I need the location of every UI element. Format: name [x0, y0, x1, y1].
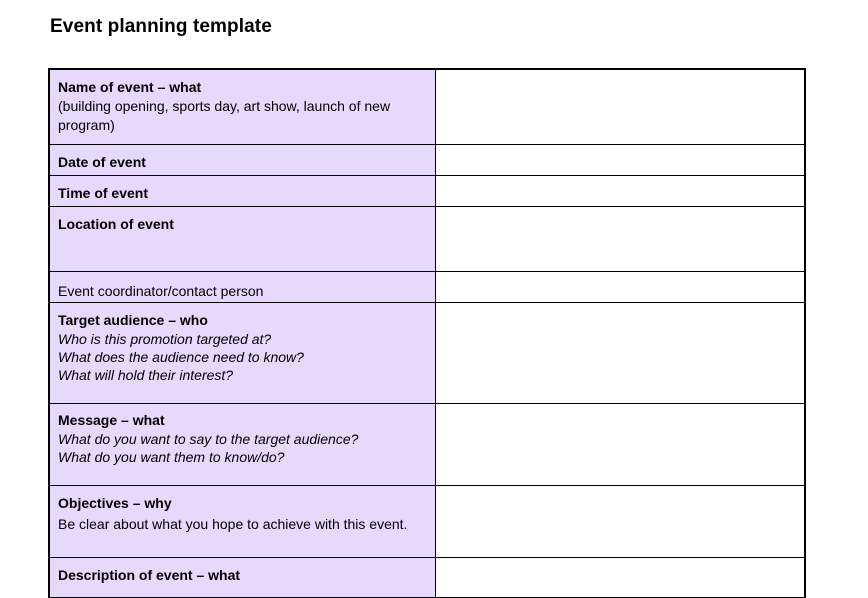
row-description: Be clear about what you hope to achieve with this event.: [58, 515, 408, 532]
table-row: [49, 206, 805, 271]
document-title: Event planning template: [50, 16, 272, 37]
answer-cell-target-audience[interactable]: [435, 302, 805, 403]
label-cell-event-coordinator: [49, 271, 435, 302]
answer-cell-location-of-event[interactable]: [435, 206, 805, 271]
label-cell-objectives: [49, 485, 435, 557]
table-row: [49, 69, 805, 144]
table-row: [49, 302, 805, 403]
answer-cell-time-of-event[interactable]: [435, 175, 805, 206]
label-cell-date-of-event: [49, 144, 435, 175]
row-title: Target audience – who: [58, 311, 208, 328]
answer-cell-name-of-event[interactable]: [435, 69, 805, 144]
label-cell-time-of-event: [49, 175, 435, 206]
row-title: Location of event: [58, 215, 174, 232]
event-planning-table: [48, 68, 806, 598]
row-prompt: What does the audience need to know?: [58, 348, 304, 365]
answer-cell-event-coordinator[interactable]: [435, 271, 805, 302]
row-prompt: What do you want them to know/do?: [58, 448, 285, 465]
label-cell-name-of-event: [49, 69, 435, 144]
table-row: [49, 485, 805, 557]
label-cell-message: [49, 403, 435, 485]
table-row: [49, 144, 805, 175]
label-cell-target-audience: [49, 302, 435, 403]
table-row: [49, 557, 805, 597]
row-title: Objectives – why: [58, 494, 172, 511]
row-title: Name of event – what: [58, 79, 202, 95]
row-prompt: What do you want to say to the target audience?: [58, 430, 359, 447]
table-row: [49, 175, 805, 206]
row-prompt: What will hold their interest?: [58, 366, 234, 383]
row-title: Description of event – what: [58, 566, 241, 583]
table-row: [49, 271, 805, 302]
row-title: Date of event: [58, 153, 146, 170]
answer-cell-description-of-event[interactable]: [435, 557, 805, 597]
row-description: (building opening, sports day, art show, launch of new program): [58, 98, 391, 133]
row-title: Time of event: [58, 184, 148, 201]
label-cell-description-of-event: [49, 557, 435, 597]
answer-cell-message[interactable]: [435, 403, 805, 485]
row-title: Message – what: [58, 411, 165, 428]
table-row: [49, 403, 805, 485]
row-label: Event coordinator/contact person: [58, 282, 264, 299]
answer-cell-date-of-event[interactable]: [435, 144, 805, 175]
label-cell-location-of-event: [49, 206, 435, 271]
answer-cell-objectives[interactable]: [435, 485, 805, 557]
row-prompt: Who is this promotion targeted at?: [58, 330, 272, 347]
